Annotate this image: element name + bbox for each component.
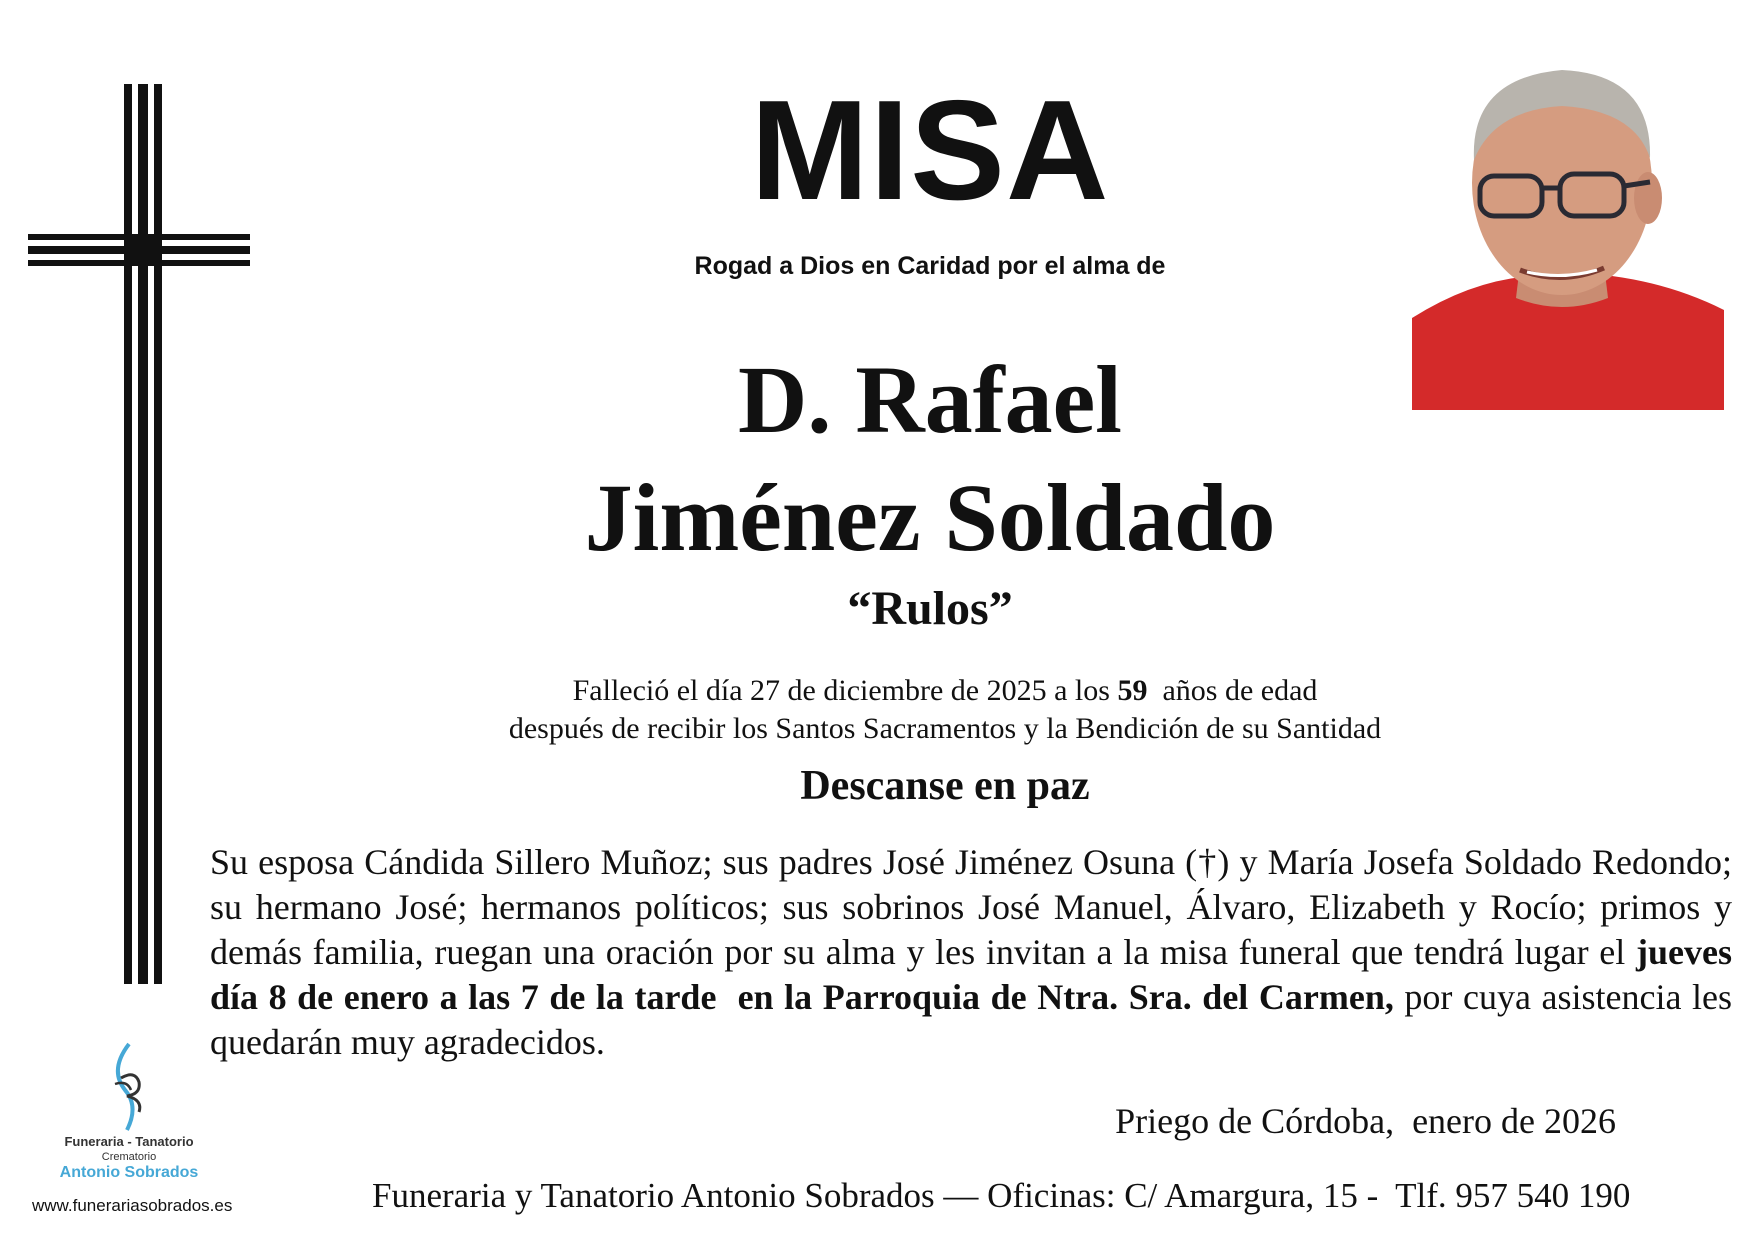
- death-info-line2: después de recibir los Santos Sacramentos y la Bendición de su Santidad: [508, 712, 1382, 745]
- footer-contact: Funeraria y Tanatorio Antonio Sobrados — Oficinas: C/ Amargura, 15 - Tlf. 957 540 190: [372, 1176, 1631, 1215]
- age-suffix: años de edad: [1147, 674, 1318, 707]
- announcement-text: [210, 840, 1732, 1065]
- mass-location: en la Parroquia de Ntra. Sra. del Carmen,: [737, 977, 1394, 1017]
- announcement-part2: [716, 977, 737, 1017]
- age-value: 59: [1117, 674, 1148, 707]
- mass-datetime: jueves día 8 de enero a las 7 de la tarde: [210, 932, 1732, 1017]
- place-date: Priego de Córdoba, enero de 2026: [1115, 1101, 1616, 1141]
- funeral-home-logo: [34, 1040, 224, 1190]
- logo-line2: Crematorio: [101, 1151, 157, 1163]
- announcement-part3: por cuya asistencia les quedarán muy agradecidos.: [210, 977, 1732, 1062]
- rest-in-peace: Descanse en paz: [800, 763, 1090, 809]
- logo-line1: Funeraria - Tanatorio: [64, 1134, 194, 1149]
- deceased-nickname: “Rulos”: [847, 582, 1013, 635]
- website-link[interactable]: www.funerariasobrados.es: [32, 1196, 233, 1215]
- death-date-text: Falleció el día 27 de diciembre de 2025 a los: [572, 674, 1118, 707]
- subtitle: Rogad a Dios en Caridad por el alma de: [694, 252, 1166, 280]
- death-info-line1: [0, 672, 1754, 710]
- page-title: MISA: [750, 71, 1110, 230]
- logo-mark-icon: [99, 1040, 159, 1132]
- deceased-name-line1: D. Rafael: [738, 346, 1122, 453]
- death-info: [0, 672, 1754, 748]
- announcement-part1: Su esposa Cándida Sillero Muñoz; sus padres José Jiménez Osuna (†) y María Josefa Soldado Redondo; su hermano José; hermanos políticos; sus sobrinos José Manuel, Álvaro, Elizabeth y Rocío; primos y demás familia, ruegan una oración por su alma y les invitan a la misa funeral que tendrá lugar el: [210, 842, 1732, 972]
- logo-line3: Antonio Sobrados: [59, 1164, 199, 1181]
- deceased-name-line2: Jiménez Soldado: [584, 464, 1276, 571]
- portrait-photo: [1412, 48, 1724, 410]
